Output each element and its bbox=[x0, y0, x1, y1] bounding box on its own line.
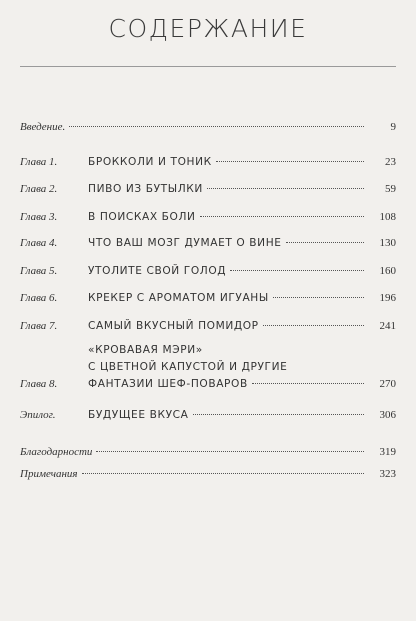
toc-entry[interactable] bbox=[20, 206, 396, 226]
dot-leader bbox=[200, 216, 364, 217]
toc-entry-label: Благодарности bbox=[20, 446, 93, 458]
toc-entry[interactable] bbox=[20, 404, 396, 424]
toc-entry-page-number: 59 bbox=[385, 183, 396, 195]
toc-entry-page-number: 270 bbox=[379, 378, 396, 390]
dot-leader bbox=[207, 188, 364, 189]
toc-entry[interactable] bbox=[20, 344, 396, 393]
toc-entry-title-line: ЧТО ВАШ МОЗГ ДУМАЕТ О ВИНЕ bbox=[88, 237, 282, 249]
toc-entry-title bbox=[88, 154, 368, 171]
toc-entry-page-number: 9 bbox=[390, 121, 396, 133]
toc-entry-title bbox=[20, 466, 368, 483]
toc-entry-page-number: 196 bbox=[379, 292, 396, 304]
toc-entry-title-line: В ПОИСКАХ БОЛИ bbox=[88, 211, 196, 223]
toc-entry-title bbox=[88, 209, 368, 226]
toc-entry-page-number: 160 bbox=[379, 265, 396, 277]
toc-entry-title-line: С ЦВЕТНОЙ КАПУСТОЙ И ДРУГИЕ bbox=[88, 361, 288, 373]
toc-entry-label: Глава 8. bbox=[20, 378, 58, 390]
dot-leader bbox=[193, 414, 365, 415]
toc-entry-title bbox=[88, 181, 368, 198]
toc-entry-title-line: ФАНТАЗИИ ШЕФ-ПОВАРОВ bbox=[88, 378, 248, 390]
toc-entry-title bbox=[88, 407, 368, 424]
toc-entry[interactable] bbox=[20, 151, 396, 171]
dot-leader bbox=[273, 297, 364, 298]
toc-entry[interactable] bbox=[20, 260, 396, 280]
toc-entry-title-line: БРОККОЛИ И ТОНИК bbox=[88, 156, 212, 168]
toc-entry-label: Примечания bbox=[20, 468, 78, 480]
toc-entry-title bbox=[88, 235, 368, 252]
dot-leader bbox=[286, 242, 364, 243]
toc-entry-page-number: 323 bbox=[379, 468, 396, 480]
toc-entry-page-number: 108 bbox=[379, 211, 396, 223]
dot-leader bbox=[263, 325, 364, 326]
toc-entry-label: Глава 2. bbox=[20, 183, 58, 195]
toc-entry-page-number: 130 bbox=[379, 237, 396, 249]
toc-entry-label: Глава 5. bbox=[20, 265, 58, 277]
toc-entry-label: Введение. bbox=[20, 121, 66, 133]
toc-entry-page-number: 23 bbox=[385, 156, 396, 168]
toc-entry-title-line: «КРОВАВАЯ МЭРИ» bbox=[88, 344, 203, 356]
toc-entry-title bbox=[20, 119, 368, 136]
toc-entry[interactable] bbox=[20, 178, 396, 198]
toc-entry-title bbox=[88, 290, 368, 307]
title-divider bbox=[20, 66, 396, 67]
toc-entry-title-line: УТОЛИТЕ СВОЙ ГОЛОД bbox=[88, 265, 227, 277]
toc-entry-label: Глава 1. bbox=[20, 156, 58, 168]
toc-entry-title bbox=[20, 444, 368, 461]
dot-leader bbox=[230, 270, 364, 271]
dot-leader bbox=[252, 383, 364, 384]
toc-entry[interactable] bbox=[20, 463, 396, 483]
dot-leader bbox=[82, 473, 364, 474]
toc-entry-title bbox=[88, 342, 368, 393]
toc-entry-page-number: 319 bbox=[379, 446, 396, 458]
page-title: СОДЕРЖАНИЕ bbox=[108, 14, 308, 43]
toc-entry-title-line: БУДУЩЕЕ ВКУСА bbox=[88, 409, 189, 421]
toc-entry-label: Эпилог. bbox=[20, 409, 56, 421]
dot-leader bbox=[96, 451, 364, 452]
toc-entry-label: Глава 3. bbox=[20, 211, 58, 223]
toc-entry-title-line: САМЫЙ ВКУСНЫЙ ПОМИДОР bbox=[88, 320, 259, 332]
toc-entry[interactable] bbox=[20, 232, 396, 252]
toc-entry-label: Глава 4. bbox=[20, 237, 58, 249]
toc-entry[interactable] bbox=[20, 315, 396, 335]
toc-entry-title bbox=[88, 318, 368, 335]
toc-entry[interactable] bbox=[20, 287, 396, 307]
toc-entry[interactable] bbox=[20, 441, 396, 461]
toc-entry-title-line: КРЕКЕР С АРОМАТОМ ИГУАНЫ bbox=[88, 292, 269, 304]
toc-entry-label: Глава 6. bbox=[20, 292, 58, 304]
dot-leader bbox=[216, 161, 364, 162]
toc-entry-title-line: ПИВО ИЗ БУТЫЛКИ bbox=[88, 183, 203, 195]
toc-entry[interactable] bbox=[20, 116, 396, 136]
toc-entry-page-number: 306 bbox=[379, 409, 396, 421]
toc-entry-label: Глава 7. bbox=[20, 320, 58, 332]
toc-entry-page-number: 241 bbox=[379, 320, 396, 332]
toc-entry-title bbox=[88, 263, 368, 280]
dot-leader bbox=[69, 126, 364, 127]
